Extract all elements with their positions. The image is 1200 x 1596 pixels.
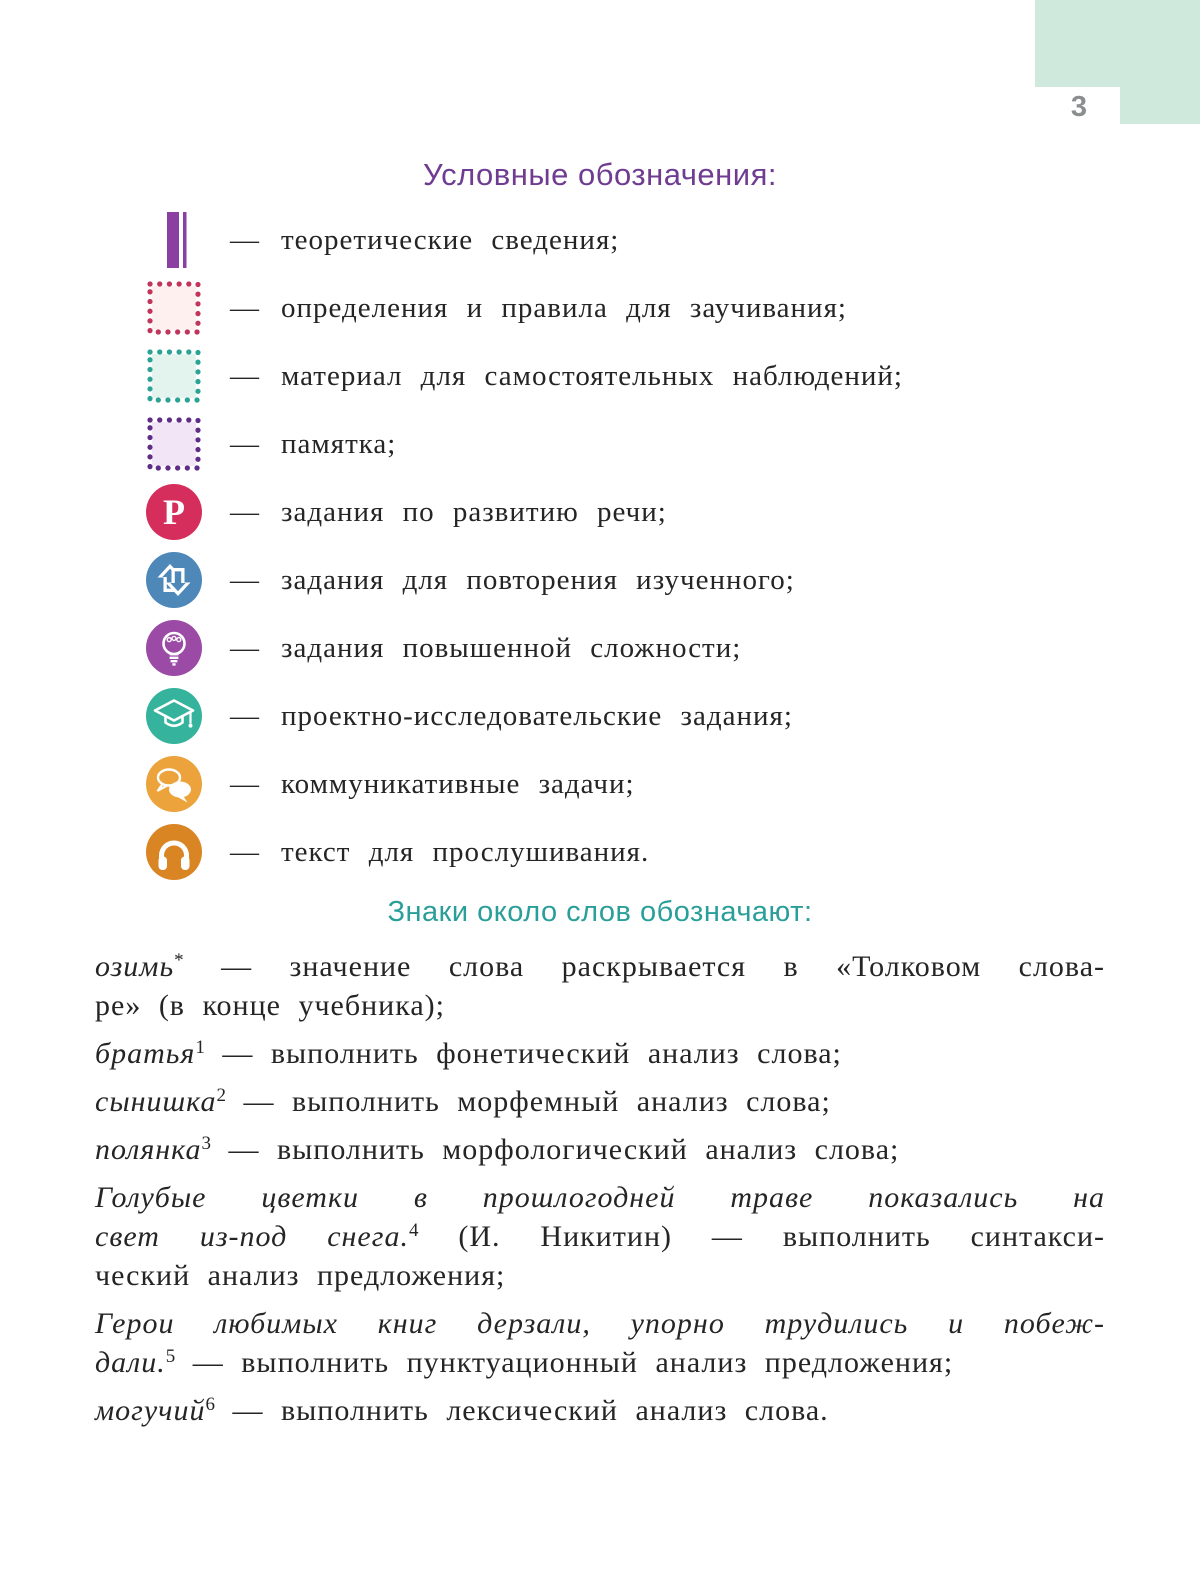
legend-item — [95, 688, 1105, 744]
double-bar-icon — [146, 212, 202, 268]
marks-entry — [95, 947, 1105, 1025]
text-segment: озимь — [95, 950, 175, 983]
legend-item — [95, 756, 1105, 812]
legend-item — [95, 416, 1105, 472]
marks-entry-line — [95, 1130, 1105, 1169]
text-segment: — значение слова раскрывается в «Толковом слова- — [183, 950, 1105, 983]
text-segment: — выполнить пунктуационный анализ предложения; — [175, 1346, 954, 1379]
superscript-mark: * — [174, 949, 184, 971]
headphones-icon — [146, 824, 202, 880]
superscript-mark: 6 — [205, 1393, 215, 1415]
superscript-mark: 3 — [201, 1132, 211, 1154]
lightbulb-icon — [146, 620, 202, 676]
legend-item — [95, 212, 1105, 268]
dash: — — [230, 495, 259, 528]
text-segment: — выполнить фонетический анализ слова; — [204, 1037, 842, 1070]
dash: — — [230, 699, 259, 732]
dash: — — [230, 835, 259, 868]
dash: — — [230, 291, 259, 324]
superscript-mark: 5 — [165, 1345, 176, 1367]
svg-text:Р: Р — [163, 492, 185, 532]
text-segment: — выполнить лексический анализ слова. — [214, 1394, 829, 1427]
marks-entry-line — [95, 1034, 1105, 1073]
marks-entry-line — [95, 1304, 1105, 1343]
text-segment: братья — [95, 1037, 196, 1070]
text-segment: Голубые цветки в прошлогодней траве показались на — [95, 1181, 1105, 1214]
text-segment: дали. — [95, 1346, 166, 1379]
legend-item-label: коммуникативные задачи; — [281, 767, 635, 800]
text-segment: — выполнить морфологический анализ слова; — [210, 1133, 900, 1166]
legend-item-label: теоретические сведения; — [281, 223, 620, 256]
superscript-mark: 2 — [216, 1084, 226, 1106]
marks-entry-line — [95, 1256, 1105, 1295]
text-segment: — выполнить морфемный анализ слова; — [225, 1085, 831, 1118]
marks-entry-line — [95, 1178, 1105, 1217]
letter-r-icon — [146, 484, 202, 540]
graduation-cap-icon — [146, 688, 202, 744]
marks-entry — [95, 1082, 1105, 1121]
text-segment: ческий анализ предложения; — [95, 1259, 506, 1292]
dash: — — [230, 563, 259, 596]
marks-list — [95, 947, 1105, 1430]
superscript-mark: 1 — [195, 1036, 205, 1058]
marks-entry-line — [95, 1082, 1105, 1121]
legend-item-label: определения и правила для заучивания; — [281, 291, 847, 324]
marks-entry — [95, 1391, 1105, 1430]
dotted-box-teal-icon — [146, 348, 202, 404]
dotted-box-red-icon — [146, 280, 202, 336]
corner-mint-block-small — [1120, 87, 1200, 124]
legend-item — [95, 484, 1105, 540]
marks-title: Знаки около слов обозначают: — [387, 896, 813, 928]
text-segment: полянка — [95, 1133, 202, 1166]
legend-item — [95, 824, 1105, 880]
dash: — — [230, 767, 259, 800]
text-segment: сынишка — [95, 1085, 217, 1118]
legend-item — [95, 552, 1105, 608]
text-segment: (И. Никитин) — выполнить синтакси- — [418, 1220, 1105, 1253]
legend-item-label: текст для прослушивания. — [281, 835, 650, 868]
legend-item-label: материал для самостоятельных наблюдений; — [281, 359, 903, 392]
dash: — — [230, 223, 259, 256]
legend-item — [95, 280, 1105, 336]
repeat-arrows-icon — [146, 552, 202, 608]
marks-entry — [95, 1130, 1105, 1169]
text-segment: свет из-под снега. — [95, 1220, 409, 1253]
marks-entry — [95, 1178, 1105, 1295]
text-segment: могучий — [95, 1394, 206, 1427]
corner-mint-block — [1035, 0, 1200, 87]
page-number: 3 — [1070, 91, 1088, 123]
legend-list — [95, 212, 1105, 880]
legend-item-label: памятка; — [281, 427, 397, 460]
dash: — — [230, 427, 259, 460]
dotted-box-purple-icon — [146, 416, 202, 472]
marks-entry-line — [95, 1217, 1105, 1256]
dash: — — [230, 631, 259, 664]
marks-entry — [95, 1034, 1105, 1073]
legend-item-label: проектно-исследовательские задания; — [281, 699, 793, 732]
marks-entry-line — [95, 986, 1105, 1025]
chat-bubbles-icon — [146, 756, 202, 812]
marks-entry-line — [95, 947, 1105, 986]
legend-item-label: задания по развитию речи; — [281, 495, 667, 528]
legend-item — [95, 348, 1105, 404]
legend-title: Условные обозначения: — [422, 157, 778, 192]
superscript-mark: 4 — [408, 1219, 419, 1241]
dash: — — [230, 359, 259, 392]
marks-entry-line — [95, 1343, 1105, 1382]
text-segment: ре» (в конце учебника); — [95, 989, 445, 1022]
marks-entry-line — [95, 1391, 1105, 1430]
legend-item-label: задания повышенной сложности; — [281, 631, 742, 664]
legend-item-label: задания для повторения изученного; — [281, 563, 795, 596]
marks-entry — [95, 1304, 1105, 1382]
legend-item — [95, 620, 1105, 676]
text-segment: Герои любимых книг дерзали, упорно трудились и побеж- — [95, 1307, 1105, 1340]
